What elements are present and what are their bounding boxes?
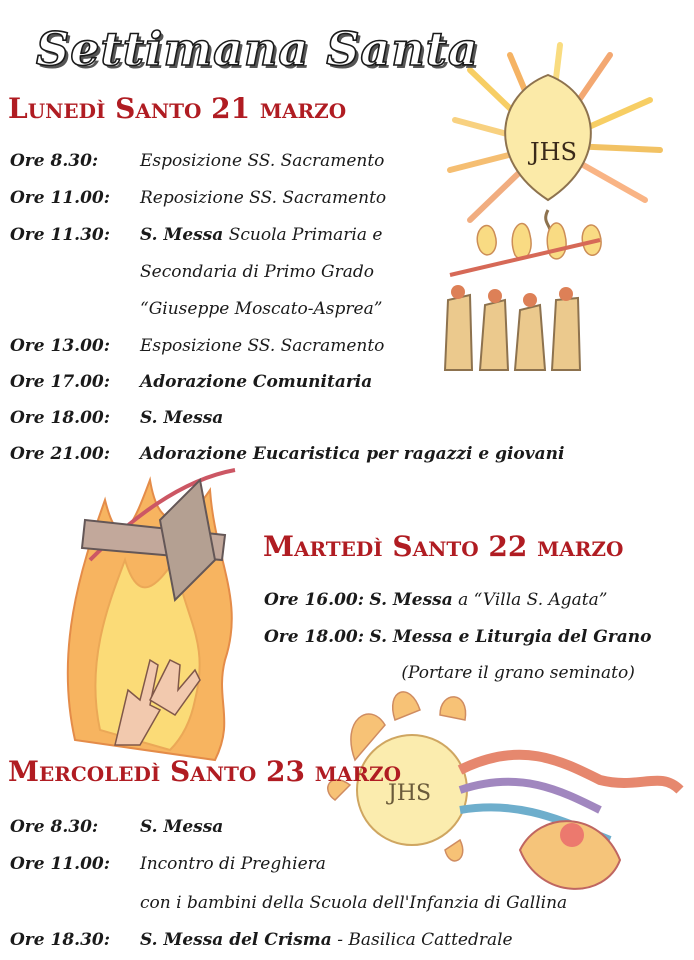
row-bold: Adorazione Comunitaria (140, 372, 373, 392)
schedule-row (10, 150, 385, 172)
schedule-row (264, 626, 652, 648)
row-text: Esposizione SS. Sacramento (140, 151, 385, 171)
row-text: Secondaria di Primo Grado (140, 262, 374, 282)
schedule-row (10, 929, 513, 951)
row-bold: S. Messa (140, 225, 224, 245)
row-text: - Basilica Cattedrale (331, 930, 513, 950)
day-heading-tuesday: Martedì Santo 22 marzo (263, 530, 624, 563)
row-bold: S. Messa e Liturgia del Grano (369, 627, 652, 647)
jhs-monogram: JHS (530, 138, 577, 166)
row-text: (Portare il grano seminato) (401, 663, 635, 683)
row-time: Ore 8.30: (10, 151, 99, 171)
row-text: con i bambini della Scuola dell'Infanzia di Gallina (140, 893, 568, 913)
schedule-row (10, 853, 326, 875)
schedule-row (10, 443, 565, 465)
row-time: Ore 11.00: (10, 188, 111, 208)
row-text: “Giuseppe Moscato-Asprea” (140, 299, 383, 319)
row-text: Reposizione SS. Sacramento (140, 188, 387, 208)
schedule-row (10, 371, 373, 393)
schedule-row (10, 816, 224, 838)
row-time: Ore 11.30: (10, 225, 111, 245)
row-text: Esposizione SS. Sacramento (140, 336, 385, 356)
row-bold: S. Messa (140, 817, 224, 837)
schedule-row (396, 662, 635, 684)
day-heading-monday: Lunedì Santo 21 marzo (8, 92, 347, 125)
row-time: Ore 8.30: (10, 817, 99, 837)
row-time: Ore 11.00: (10, 854, 111, 874)
row-text: a “Villa S. Agata” (452, 590, 608, 610)
schedule-row (10, 224, 383, 246)
jhs-monogram-2: JHS (388, 781, 432, 806)
row-bold: Adorazione Eucaristica per ragazzi e giovani (140, 444, 565, 464)
row-bold: S. Messa (140, 408, 224, 428)
schedule-row (264, 589, 607, 611)
row-time: Ore 18.30: (10, 930, 111, 950)
row-text: Incontro di Preghiera (140, 854, 326, 874)
schedule-row (10, 335, 385, 357)
page-title: Settimana Santa (36, 22, 479, 76)
row-time: Ore 17.00: (10, 372, 111, 392)
row-time: Ore 18.00: (10, 408, 111, 428)
row-bold: S. Messa (369, 590, 453, 610)
row-text: Scuola Primaria e (223, 225, 383, 245)
row-bold: S. Messa del Crisma (140, 930, 332, 950)
row-time: Ore 18.00: (264, 627, 365, 647)
row-time: Ore 13.00: (10, 336, 111, 356)
schedule-row (10, 407, 224, 429)
row-time: Ore 16.00: (264, 590, 365, 610)
row-time: Ore 21.00: (10, 444, 111, 464)
schedule-row (10, 187, 387, 209)
day-heading-wednesday: Mercoledì Santo 23 marzo (8, 755, 402, 788)
